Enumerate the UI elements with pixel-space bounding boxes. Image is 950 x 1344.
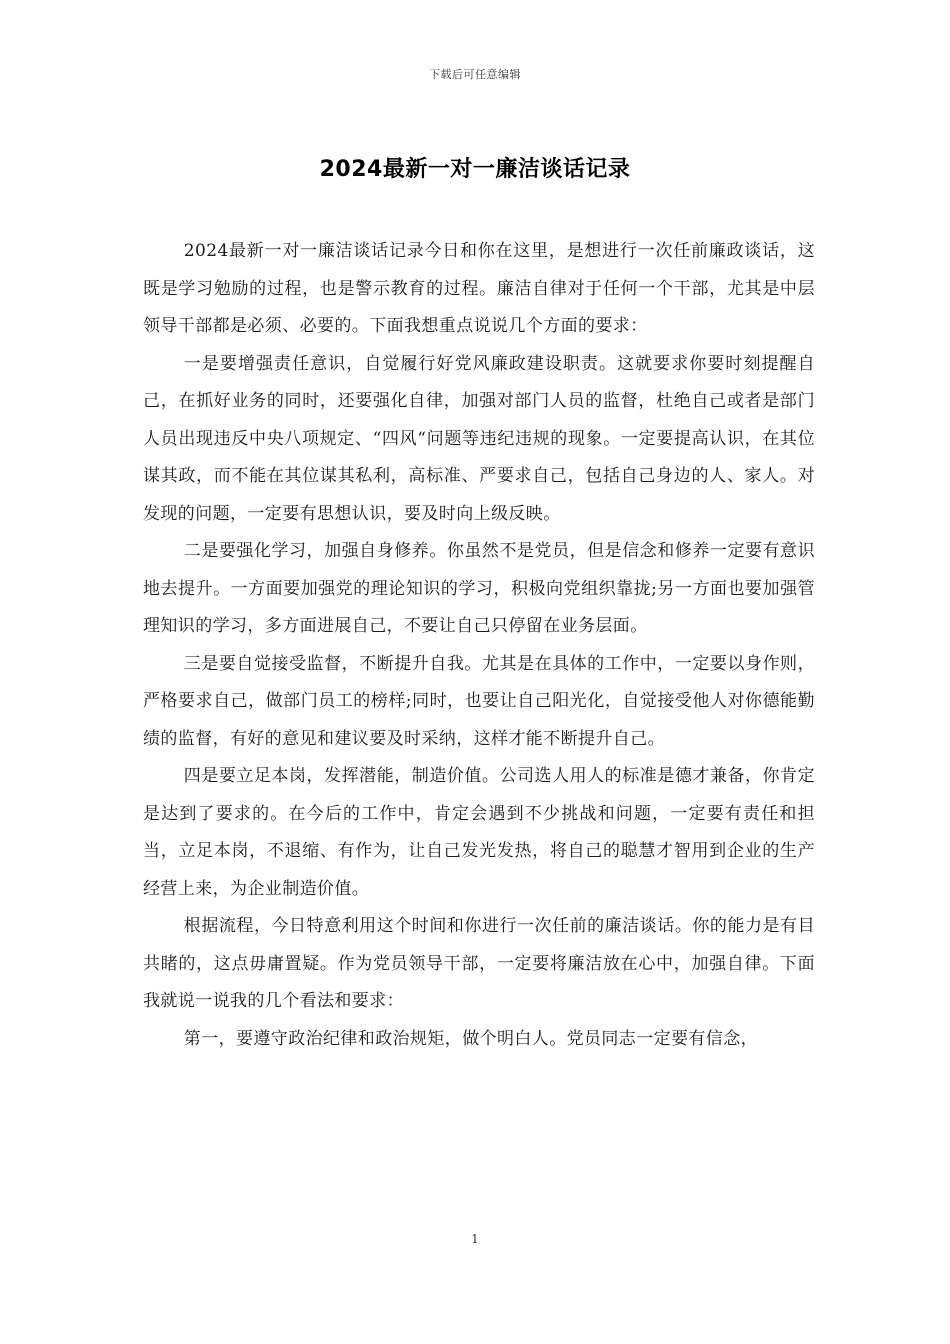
header-note: 下载后可任意编辑 <box>429 68 521 81</box>
document-title: 2024最新一对一廉洁谈话记录 <box>319 157 631 182</box>
document-body <box>143 233 815 1058</box>
page-number: 1 <box>471 1232 479 1246</box>
paragraph-point-2: 二是要强化学习，加强自身修养。你虽然不是党员，但是信念和修养一定要有意识地去提升。一方面要加强党的理论知识的学习，积极向党组织靠拢;另一方面也要加强管理知识的学习，多方面进展自己，不要让自己只停留在业务层面。 <box>143 541 815 636</box>
paragraph-point-4: 四是要立足本岗，发挥潜能，制造价值。公司选人用人的标准是德才兼备，你肯定是达到了要求的。在今后的工作中，肯定会遇到不少挑战和问题，一定要有责任和担当，立足本岗，不退缩、有作为，让自己发光发热，将自己的聪慧才智用到企业的生产经营上来，为企业制造价值。 <box>143 766 815 899</box>
paragraph-intro: 2024最新一对一廉洁谈话记录今日和你在这里，是想进行一次任前廉政谈话，这既是学习勉励的过程，也是警示教育的过程。廉洁自律对于任何一个干部，尤其是中层领导干部都是必须、必要的。下面我想重点说说几个方面的要求： <box>143 241 815 336</box>
paragraph-process: 根据流程，今日特意利用这个时间和你进行一次任前的廉洁谈话。你的能力是有目共睹的，这点毋庸置疑。作为党员领导干部，一定要将廉洁放在心中，加强自律。下面我就说一说我的几个看法和要求： <box>143 916 815 1011</box>
paragraph-point-3: 三是要自觉接受监督，不断提升自我。尤其是在具体的工作中，一定要以身作则，严格要求自己，做部门员工的榜样;同时，也要让自己阳光化，自觉接受他人对你德能勤绩的监督，有好的意见和建议要及时采纳，这样才能不断提升自己。 <box>143 653 815 749</box>
paragraph-point-1: 一是要增强责任意识，自觉履行好党风廉政建设职责。这就要求你要时刻提醒自己，在抓好业务的同时，还要强化自律，加强对部门人员的监督，杜绝自己或者是部门人员出现违反中央八项规定、“四风“问题等违纪违规的现象。一定要提高认识，在其位谋其政，而不能在其位谋其私利，高标准、严要求自己，包括自己身边的人、家人。对发现的问题，一定要有思想认识，要及时向上级反映。 <box>143 353 815 524</box>
paragraph-first-requirement: 第一，要遵守政治纪律和政治规矩，做个明白人。党员同志一定要有信念， <box>183 1028 758 1049</box>
